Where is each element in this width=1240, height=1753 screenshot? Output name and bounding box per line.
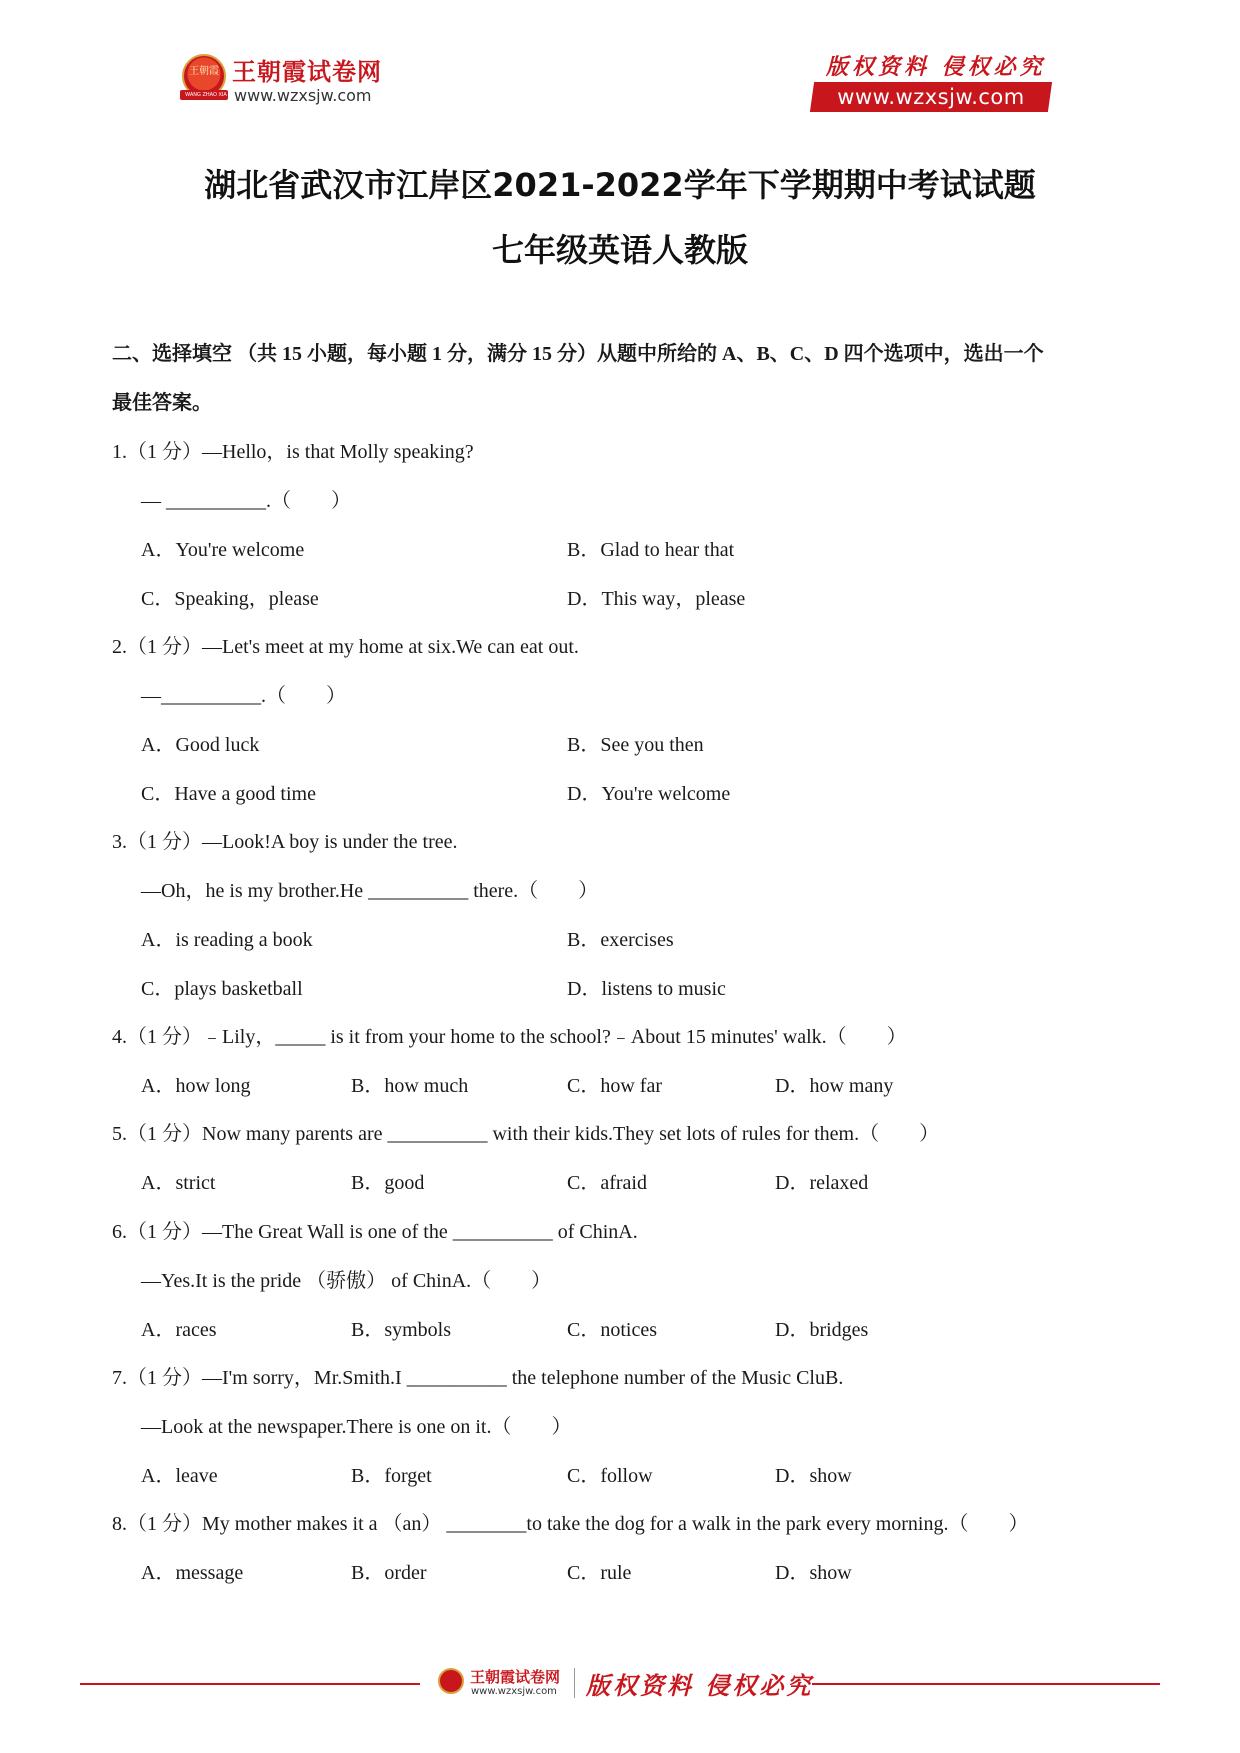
footer-brand-url[interactable]: www.wzxsjw.com [471, 1686, 557, 1697]
question-3-option-b[interactable]: B．exercises [567, 929, 674, 951]
question-1-option-a[interactable]: A．You're welcome [141, 539, 305, 561]
section-heading: 二、选择填空 （共 15 小题，每小题 1 分，满分 15 分）从题中所给的 A、B、C、D 四个选项中，选出一个 [112, 343, 1044, 365]
question-5-option-b[interactable]: B．good [351, 1172, 425, 1194]
question-1-option-b[interactable]: B．Glad to hear that [567, 539, 735, 561]
question-2-stem: 2.（1 分）—Let's meet at my home at six.We can eat out. [112, 636, 579, 658]
footer-separator [574, 1668, 575, 1698]
question-5-stem: 5.（1 分）Now many parents are __________ with their kids.They set lots of rules for them.（ ） [112, 1123, 940, 1145]
page-title: 湖北省武汉市江岸区2021-2022学年下学期期中考试试题 [204, 166, 1036, 204]
question-1-stem: 1.（1 分）—Hello，is that Molly speaking? [112, 441, 474, 463]
brand-url[interactable]: www.wzxsjw.com [234, 86, 372, 105]
footer-copyright: 版权资料 侵权必究 [586, 1671, 814, 1700]
question-8-stem: 8.（1 分）My mother makes it a （an） ________to take the dog for a walk in the park every morning.（ ） [112, 1513, 1029, 1535]
question-2-option-d[interactable]: D．You're welcome [567, 783, 731, 805]
footer-seal-icon [438, 1668, 464, 1694]
question-2-option-b[interactable]: B．See you then [567, 734, 704, 756]
section-heading-cont: 最佳答案。 [112, 392, 212, 414]
question-2-option-c[interactable]: C．Have a good time [141, 783, 316, 805]
question-7-reply: —Look at the newspaper.There is one on it.（ ） [141, 1416, 572, 1438]
copyright-stamp [812, 50, 1052, 112]
seal-text: 王朝霞 [189, 66, 219, 77]
question-8-option-a[interactable]: A．message [141, 1562, 244, 1584]
question-4-option-c[interactable]: C．how far [567, 1075, 662, 1097]
footer-logo [438, 1664, 828, 1704]
question-3-reply: —Oh，he is my brother.He __________ there.（ ） [141, 880, 599, 902]
question-3-option-c[interactable]: C．plays basketball [141, 978, 303, 1000]
footer-brand-name: 王朝霞试卷网 [470, 1668, 561, 1686]
question-4-stem: 4.（1 分）﹣Lily，_____ is it from your home to the school?﹣About 15 minutes' walk.（ ） [112, 1026, 907, 1048]
question-6-option-c[interactable]: C．notices [567, 1319, 657, 1341]
question-1-option-c[interactable]: C．Speaking，please [141, 588, 319, 610]
question-7-stem: 7.（1 分）—I'm sorry，Mr.Smith.I __________ the telephone number of the Music CluB. [112, 1367, 844, 1389]
question-1-reply: — __________.（ ） [141, 490, 351, 512]
footer-divider-right [812, 1683, 1160, 1685]
page-subtitle: 七年级英语人教版 [491, 231, 748, 269]
question-5-option-c[interactable]: C．afraid [567, 1172, 647, 1194]
brand-logo [182, 50, 412, 114]
question-2-reply: —__________.（ ） [141, 685, 346, 707]
question-3-option-d[interactable]: D．listens to music [567, 978, 726, 1000]
question-3-stem: 3.（1 分）—Look!A boy is under the tree. [112, 831, 458, 853]
question-4-option-a[interactable]: A．how long [141, 1075, 251, 1097]
question-8-option-b[interactable]: B．order [351, 1562, 427, 1584]
question-7-option-a[interactable]: A．leave [141, 1465, 218, 1487]
question-2-option-a[interactable]: A．Good luck [141, 734, 260, 756]
footer-divider-left [80, 1683, 420, 1685]
question-4-option-d[interactable]: D．how many [775, 1075, 894, 1097]
question-7-option-d[interactable]: D．show [775, 1465, 852, 1487]
question-6-reply: —Yes.It is the pride （骄傲） of ChinA.（ ） [141, 1270, 552, 1292]
question-8-option-d[interactable]: D．show [775, 1562, 852, 1584]
question-6-option-b[interactable]: B．symbols [351, 1319, 452, 1341]
seal-ribbon-text: WANG ZHAO XIA [185, 92, 227, 98]
brand-name: 王朝霞试卷网 [232, 58, 382, 86]
question-7-option-c[interactable]: C．follow [567, 1465, 653, 1487]
question-5-option-a[interactable]: A．strict [141, 1172, 216, 1194]
copyright-title: 版权资料 侵权必究 [826, 54, 1046, 80]
question-6-stem: 6.（1 分）—The Great Wall is one of the __________ of ChinA. [112, 1221, 638, 1243]
question-4-option-b[interactable]: B．how much [351, 1075, 469, 1097]
question-5-option-d[interactable]: D．relaxed [775, 1172, 869, 1194]
question-8-option-c[interactable]: C．rule [567, 1562, 632, 1584]
copyright-url[interactable]: www.wzxsjw.com [837, 85, 1025, 109]
question-7-option-b[interactable]: B．forget [351, 1465, 432, 1487]
question-6-option-d[interactable]: D．bridges [775, 1319, 869, 1341]
question-3-option-a[interactable]: A．is reading a book [141, 929, 313, 951]
question-6-option-a[interactable]: A．races [141, 1319, 217, 1341]
question-1-option-d[interactable]: D．This way，please [567, 588, 746, 610]
